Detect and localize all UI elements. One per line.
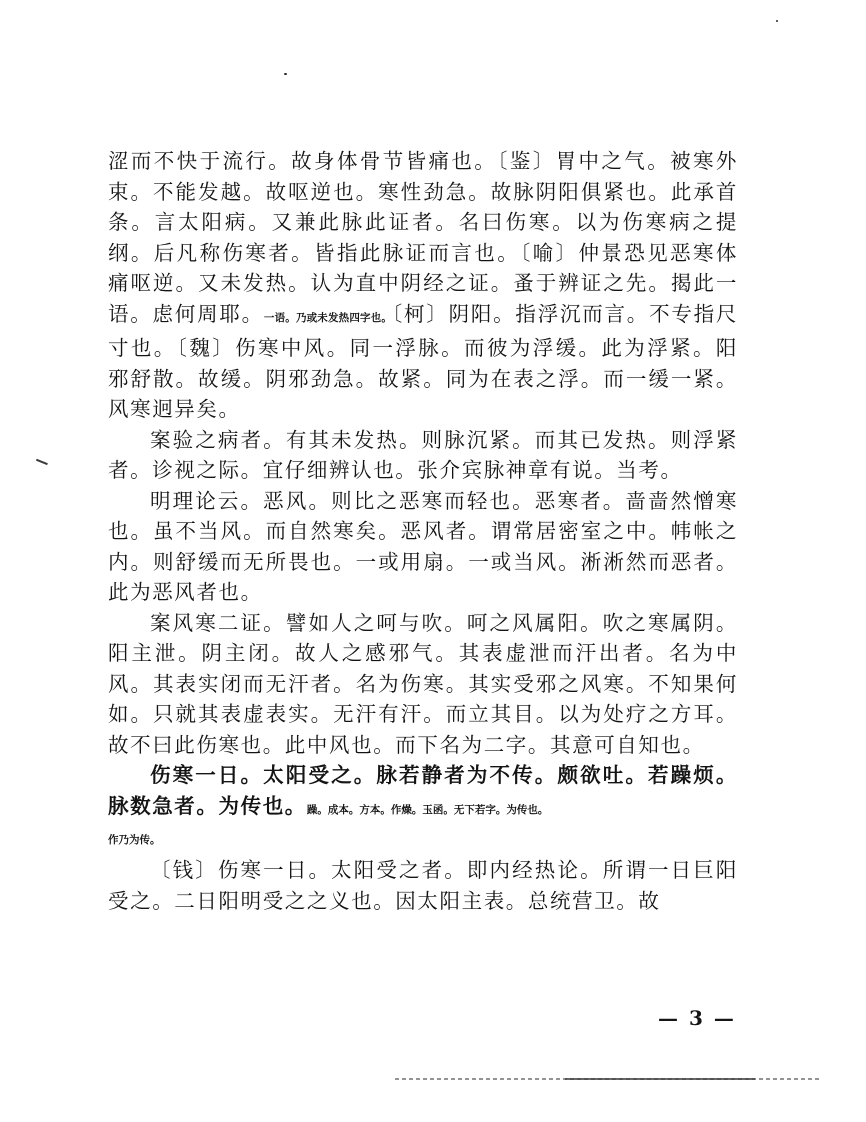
paragraph-3: 明理论云。恶风。则比之恶寒而轻也。恶寒者。啬啬然憎寒也。虽不当风。而自然寒矣。恶风者。谓常居密室之中。帏帐之内。则舒缓而无所畏也。一或用扇。一或当风。淅淅然而恶者。此为恶风者也。 [108,488,738,604]
scan-mark-left [36,459,48,465]
paragraph-4: 案风寒二证。譬如人之呵与吹。呵之风属阳。吹之寒属阴。阳主泄。阴主闭。故人之感邪气。其表虚泄而汗出者。名为中风。其表实闭而无汗者。名为伤寒。其实受邪之风寒。不知果何如。只就其表虚表实。无汗有汗。而立其目。以为处疗之方耳。故不曰此伤寒也。此中风也。而下名为二字。其意可自知也。 [108,610,738,757]
paragraph-5-classic-text [108,760,738,855]
scan-speck-corner [776,20,778,22]
paragraph-1-text: 涩而不快于流行。故身体骨节皆痛也。〔鉴〕胃中之气。被寒外束。不能发越。故呕逆也。寒性劲急。故脉阴阳俱紧也。此承首条。言太阳病。又兼此脉此证者。名曰伤寒。以为伤寒病之提纲。后凡称伤寒者。皆指此脉证而言也。〔喻〕仲景恐见恶寒体痛呕逆。又未发热。认为直中阴经之证。蚤于辨证之先。揭此一语。虑何周耶。 [108,149,738,326]
paragraph-6: 〔钱〕伤寒一日。太阳受之者。即内经热论。所谓一日巨阳受之。二日阳明受之之义也。因太阳主表。总统营卫。故 [108,858,738,913]
paragraph-5-note-line: 作乃为传。 [108,834,161,846]
paragraph-5-text: 伤寒一日。太阳受之。脉若静者为不传。颇欲吐。若躁烦。脉数急者。为传也。 [108,763,738,818]
page-number: — 3 — [658,1006,736,1030]
scan-artifact-line-solid [565,1078,755,1080]
main-text [108,146,738,916]
paragraph-1-text-continued: 〔柯〕阴阳。指浮沉而言。不专指尺寸也。〔魏〕伤寒中风。同一浮脉。而彼为浮缓。此为浮紧。阳邪舒散。故缓。阴邪劲急。故紧。同为在表之浮。而一缓一紧。风寒迥异矣。 [108,301,738,421]
paragraph-1-note: 一语。乃或未发热四字也。 [263,311,393,324]
paragraph-1 [108,146,738,425]
scan-speck [284,73,287,75]
paragraph-5-note: 躁。成本。方本。作燥。玉函。无下若字。为传也。 [306,803,549,816]
paragraph-2: 案验之病者。有其未发热。则脉沉紧。而其已发热。则浮紧者。诊视之际。宜仔细辨认也。张介宾脉神章有说。当考。 [108,427,738,482]
